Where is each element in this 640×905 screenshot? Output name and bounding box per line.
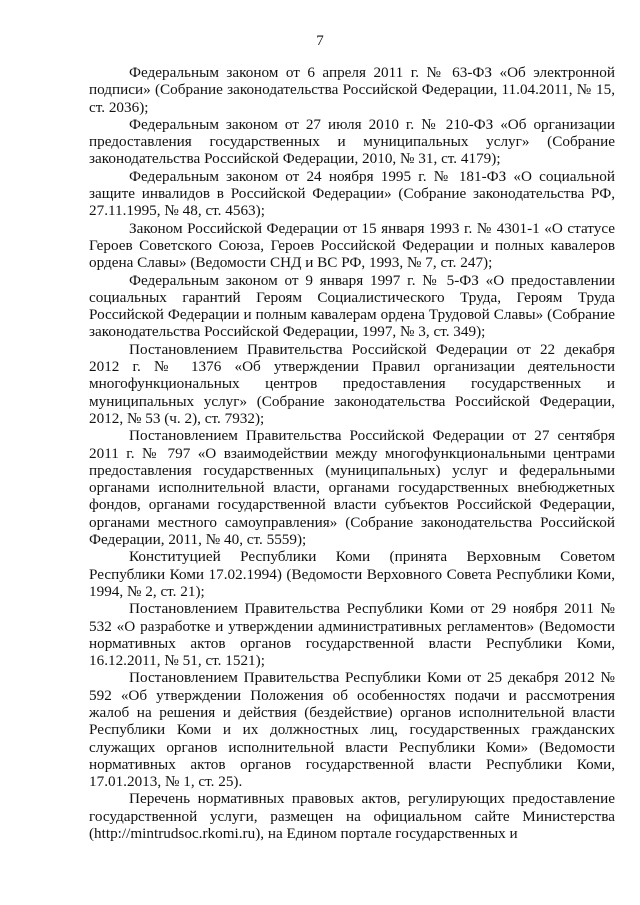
- paragraph-komi-resolution-592: Постановлением Правительства Республики Коми от 25 декабря 2012 № 592 «Об утверждении Положения об особенностях подачи и рассмотрения жалоб на решения и действия (бездействие) органов исполнительной власти Республики Коми и их должностных лиц, государственных гражданских служащих органов исполнительной власти Республики Коми» (Ведомости нормативных актов органов государственной власти Республики Коми, 17.01.2013, № 1, ст. 25).: [89, 669, 615, 791]
- paragraph-komi-constitution: Конституцией Республики Коми (принята Верховным Советом Республики Коми 17.02.1994) (Ведомости Верховного Совета Республики Коми, 1994, № 2, ст. 21);: [89, 548, 615, 600]
- paragraph-210fz: Федеральным законом от 27 июля 2010 г. № 210-ФЗ «Об организации предоставления государственных и муниципальных услуг» (Собрание законодательства Российской Федерации, 2010, № 31, ст. 4179);: [89, 115, 615, 168]
- page-number: 7: [316, 33, 324, 49]
- paragraph-komi-resolution-532: Постановлением Правительства Республики Коми от 29 ноября 2011 № 532 «О разработке и утверждении административных регламентов» (Ведомости нормативных актов органов государственной власти Республики Коми, 16.12.2011, № 51, ст. 1521);: [89, 600, 615, 670]
- document-body: [89, 64, 615, 842]
- paragraph-63fz: Федеральным законом от 6 апреля 2011 г. № 63-ФЗ «Об электронной подписи» (Собрание законодательства Российской Федерации, 11.04.2011, № 15, ст. 2036);: [89, 64, 615, 116]
- paragraph-resolution-797: Постановлением Правительства Российской Федерации от 27 сентября 2011 г. № 797 «О взаимодействии между многофункциональными центрами предоставления государственных (муниципальных) услуг и федеральными органами исполнительной власти, органами государственных внебюджетных фондов, органами государственной власти субъектов Российской Федерации, органами местного самоуправления» (Собрание законодательства Российской Федерации, 2011, № 40, ст. 5559);: [89, 427, 615, 549]
- paragraph-5fz: Федеральным законом от 9 января 1997 г. № 5-ФЗ «О предоставлении социальных гарантий Героям Социалистического Труда, Героям Труда Российской Федерации и полным кавалерам ордена Трудовой Славы» (Собрание законодательства Российской Федерации, 1997, № 3, ст. 349);: [89, 271, 615, 341]
- paragraph-4301-1: Законом Российской Федерации от 15 января 1993 г. № 4301-1 «О статусе Героев Советского Союза, Героев Российской Федерации и полных кавалеров ордена Славы» (Ведомости СНД и ВС РФ, 1993, № 7, ст. 247);: [89, 219, 615, 272]
- paragraph-resolution-1376: Постановлением Правительства Российской Федерации от 22 декабря 2012 г. № 1376 «Об утверждении Правил организации деятельности многофункциональных центров предоставления государственных и муниципальных услуг» (Собрание законодательства Российской Федерации, 2012, № 53 (ч. 2), ст. 7932);: [89, 340, 615, 427]
- paragraph-181fz: Федеральным законом от 24 ноября 1995 г. № 181-ФЗ «О социальной защите инвалидов в Российской Федерации» (Собрание законодательства РФ, 27.11.1995, № 48, ст. 4563);: [89, 167, 615, 220]
- paragraph-acts-list: Перечень нормативных правовых актов, регулирующих предоставление государственной услуги, размещен на официальном сайте Министерства (http://mintrudsoc.rkomi.ru), на Едином портале государственных и: [89, 790, 615, 843]
